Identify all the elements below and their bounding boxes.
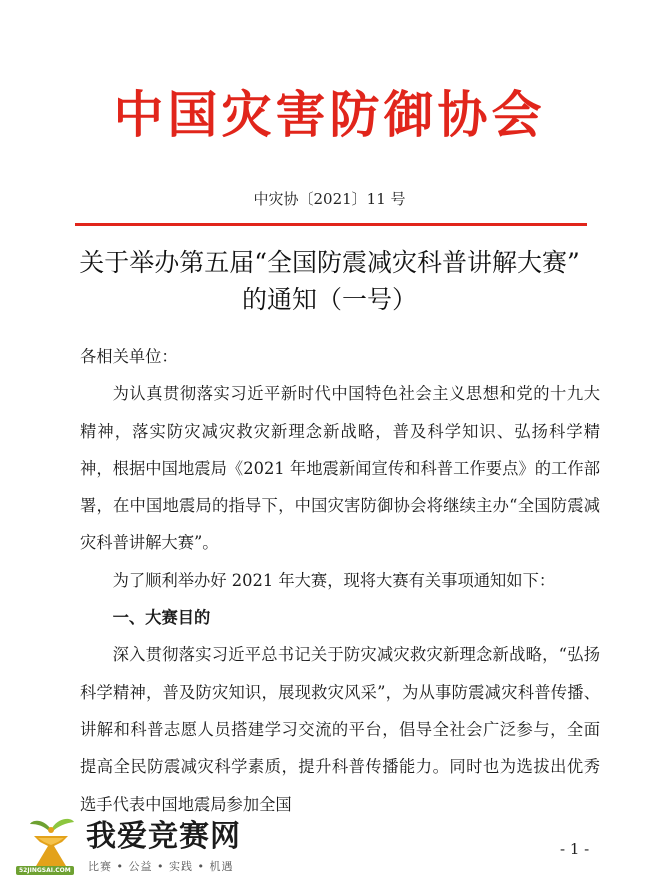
red-divider-rule bbox=[75, 223, 587, 226]
watermark-domain: 52JINGSAI.COM bbox=[16, 866, 74, 875]
document-number: 中灾协〔2021〕11 号 bbox=[253, 190, 406, 208]
watermark-slogan: 比赛 • 公益 • 实践 • 机遇 bbox=[88, 860, 234, 873]
section-heading-1: 一、大赛目的 bbox=[112, 608, 211, 628]
body-paragraph-2: 为了顺利举办好 2021 年大赛，现将大赛有关事项通知如下： bbox=[112, 570, 556, 590]
notice-title bbox=[60, 244, 599, 318]
body-paragraph-1: 为认真贯彻落实习近平新时代中国特色社会主义思想和党的十九大精神，落实防灾减灾救灾新理念新战略，普及科学知识、弘扬科学精神，根据中国地震局《2021 年地震新闻宣传和科普工作要点》的工作部署，在中国地震局的指导下，中国灾害防御协会将继续主办“全国防震减灾科普讲解大赛”。 bbox=[80, 384, 600, 553]
notice-title-line-1: 关于举办第五届“全国防震减灾科普讲解大赛” bbox=[79, 248, 580, 277]
organization-title: 中国灾害防御协会 bbox=[113, 86, 546, 144]
document-body bbox=[80, 338, 600, 823]
salutation: 各相关单位： bbox=[80, 347, 178, 366]
page-number: - 1 - bbox=[560, 840, 590, 858]
watermark-brand: 我爱竞赛网 bbox=[86, 819, 241, 854]
watermark-logo bbox=[12, 814, 262, 884]
notice-title-line-2: 的通知（一号） bbox=[241, 285, 417, 314]
body-paragraph-3: 深入贯彻落实习近平总书记关于防灾减灾救灾新理念新战略，“弘扬科学精神，普及防灾知识，展现救灾风采”，为从事防震减灾科普传播、讲解和科普志愿人员搭建学习交流的平台，倡导全社会广泛参与，全面提高全民防震减灾科学素质，提升科普传播能力。同时也为选拔出优秀选手代表中国地震局参加全国 bbox=[80, 645, 600, 814]
